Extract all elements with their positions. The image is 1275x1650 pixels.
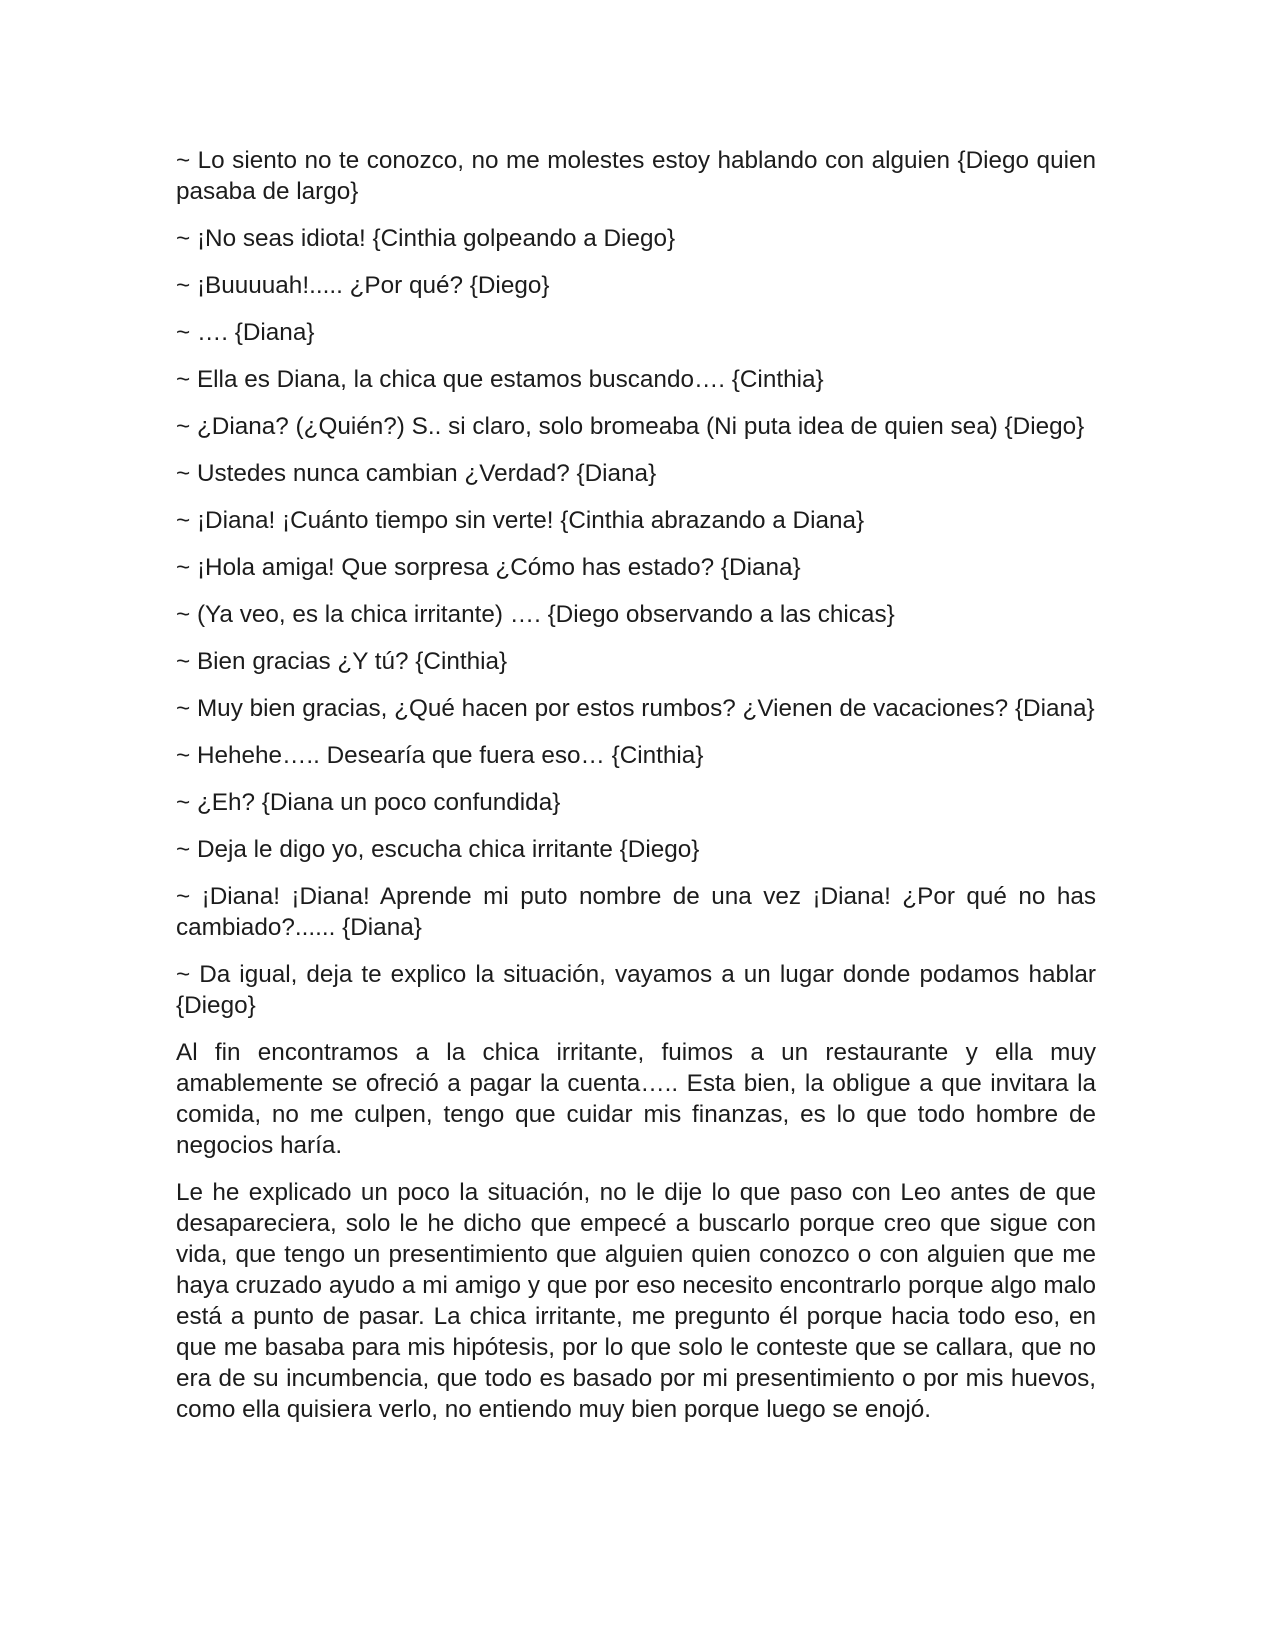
dialogue-line: ~ ¡No seas idiota! {Cinthia golpeando a Diego} bbox=[176, 225, 676, 252]
dialogue-line: ~ Ustedes nunca cambian ¿Verdad? {Diana} bbox=[176, 460, 657, 487]
dialogue-line: ~ ¿Diana? (¿Quién?) S.. si claro, solo bromeaba (Ni puta idea de quien sea) {Diego} bbox=[176, 413, 1085, 440]
dialogue-line: ~ ¡Hola amiga! Que sorpresa ¿Cómo has estado? {Diana} bbox=[176, 554, 801, 581]
dialogue-line: ~ ¡Diana! ¡Diana! Aprende mi puto nombre de una vez ¡Diana! ¿Por qué no has cambiado?...... {Diana} bbox=[176, 883, 1096, 941]
dialogue-line: ~ Muy bien gracias, ¿Qué hacen por estos rumbos? ¿Vienen de vacaciones? {Diana} bbox=[176, 695, 1095, 722]
dialogue-line: ~ (Ya veo, es la chica irritante) …. {Diego observando a las chicas} bbox=[176, 601, 895, 628]
dialogue-line: ~ …. {Diana} bbox=[176, 319, 315, 346]
narrative-paragraph: Al fin encontramos a la chica irritante, fuimos a un restaurante y ella muy amablemente se ofreció a pagar la cuenta….. Esta bien, la obligue a que invitara la comida, no me culpen, tengo que cuidar mis finanzas, es lo que todo hombre de negocios haría. bbox=[176, 1039, 1096, 1159]
dialogue-line: ~ Deja le digo yo, escucha chica irritante {Diego} bbox=[176, 836, 700, 863]
narrative-paragraph: Le he explicado un poco la situación, no le dije lo que paso con Leo antes de que desapareciera, solo le he dicho que empecé a buscarlo porque creo que sigue con vida, que tengo un presentimiento que alguien quien conozco o con alguien que me haya cruzado ayudo a mi amigo y que por eso necesito encontrarlo porque algo malo está a punto de pasar. La chica irritante, me pregunto él porque hacia todo eso, en que me basaba para mis hipótesis, por lo que solo le conteste que se callara, que no era de su incumbencia, que todo es basado por mi presentimiento o por mis huevos, como ella quisiera verlo, no entiendo muy bien porque luego se enojó. bbox=[176, 1179, 1096, 1423]
dialogue-line: ~ Hehehe….. Desearía que fuera eso… {Cinthia} bbox=[176, 742, 704, 769]
document-page bbox=[176, 145, 1096, 1441]
narrative-section bbox=[176, 1037, 1096, 1425]
dialogue-line: ~ Lo siento no te conozco, no me molestes estoy hablando con alguien {Diego quien pasaba de largo} bbox=[176, 147, 1096, 205]
dialogue-line: ~ ¡Buuuuah!..... ¿Por qué? {Diego} bbox=[176, 272, 550, 299]
dialogue-line: ~ ¿Eh? {Diana un poco confundida} bbox=[176, 789, 561, 816]
dialogue-line: ~ Bien gracias ¿Y tú? {Cinthia} bbox=[176, 648, 508, 675]
dialogue-line: ~ Da igual, deja te explico la situación, vayamos a un lugar donde podamos hablar {Diego} bbox=[176, 961, 1096, 1019]
dialogue-line: ~ ¡Diana! ¡Cuánto tiempo sin verte! {Cinthia abrazando a Diana} bbox=[176, 507, 865, 534]
dialogue-line: ~ Ella es Diana, la chica que estamos buscando…. {Cinthia} bbox=[176, 366, 824, 393]
